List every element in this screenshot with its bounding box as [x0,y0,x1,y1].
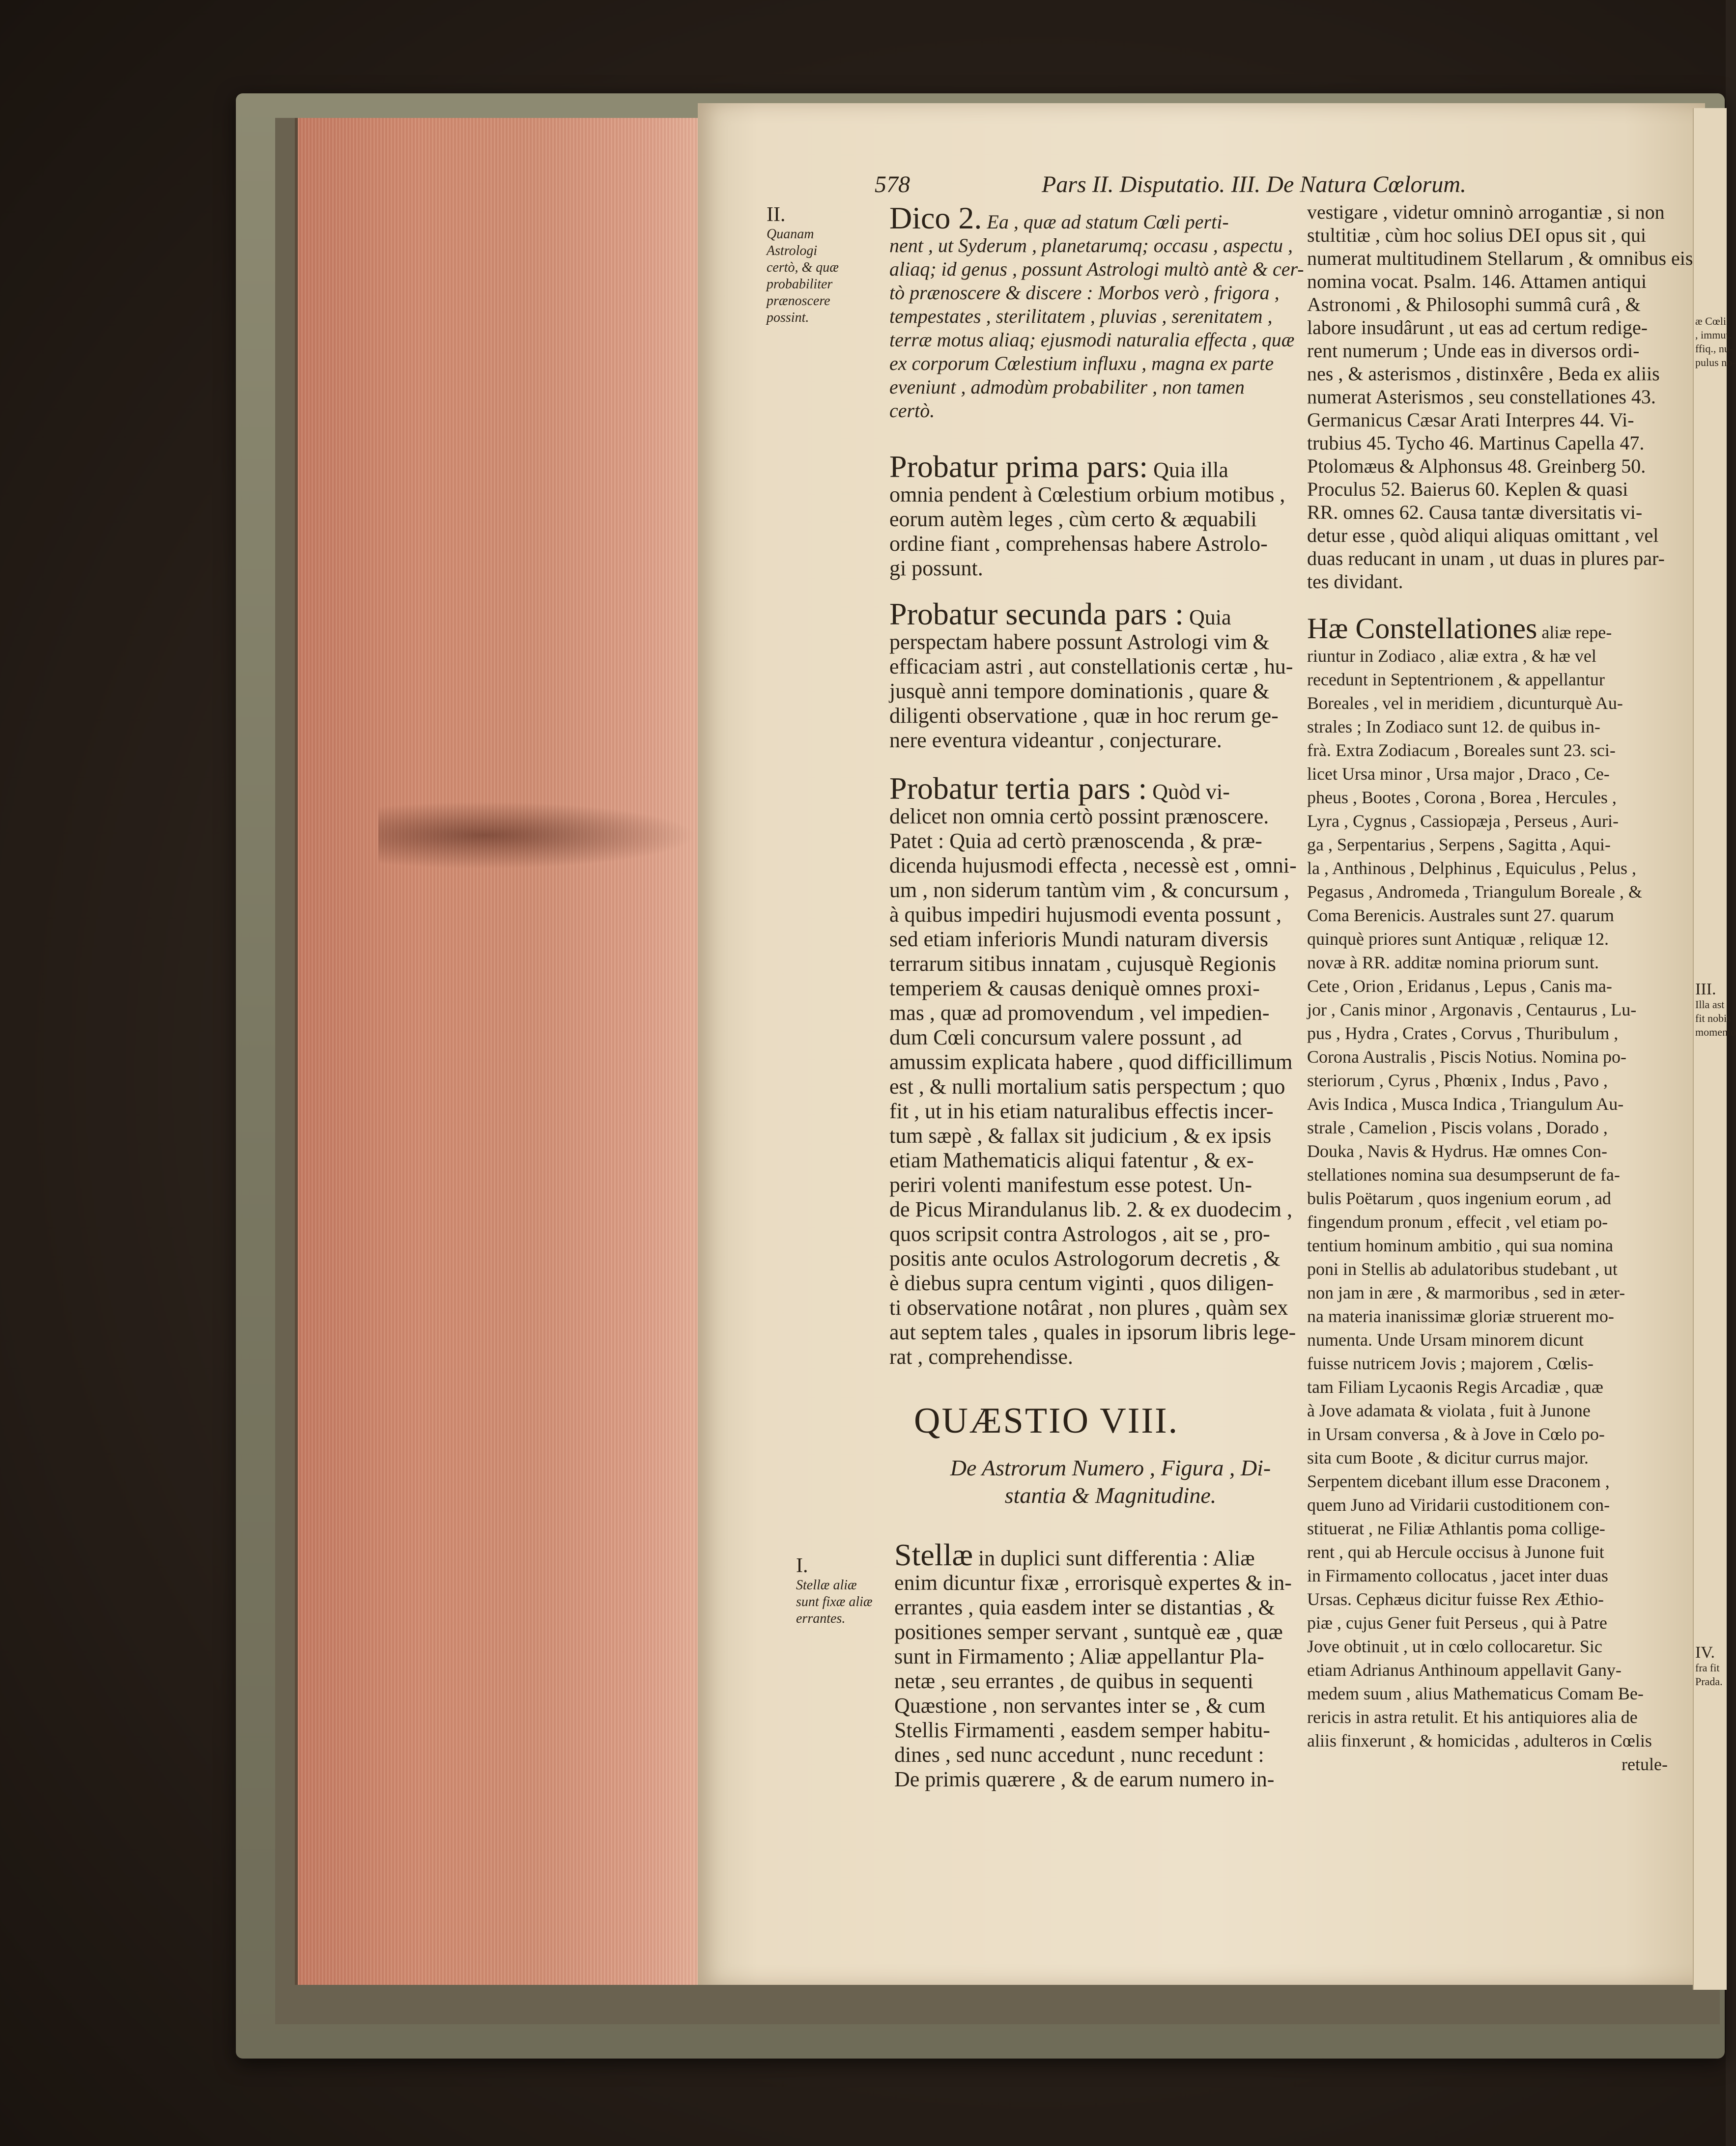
text-line: Germanicus Cæsar Arati Interpres 44. Vi- [1307,409,1634,431]
text-line: um , non siderum tantùm vim , & concursum , [889,878,1289,902]
strip-line: fit nobis [1695,1012,1731,1024]
text-line: Avis Indica , Musca Indica , Triangulum Au- [1307,1094,1624,1114]
text-line: pus , Hydra , Crates , Corvus , Thuribulum , [1307,1023,1619,1043]
text-line: licet Ursa minor , Ursa major , Draco , Ce- [1307,764,1610,784]
prima-lead: Probatur prima pars: [889,449,1148,484]
margin-note-line: possint. [767,310,809,325]
margin-note-i [796,1554,873,1627]
strip-line: æ Cœli [1695,315,1726,327]
text-line: piæ , cujus Gener fuit Perseus , qui à Patre [1307,1613,1607,1633]
quaestio-title: QUÆSTIO VIII. [914,1401,1179,1441]
text-line: stituerat , ne Filiæ Athlantis poma collige- [1307,1519,1605,1538]
text-line: aliaq; id genus , possunt Astrologi multò antè & cer- [889,258,1304,280]
text-line: rericis in astra retulit. Et his antiquiores alia de [1307,1707,1638,1727]
margin-note-line: Astrologi [767,243,818,258]
dico-lead: Dico 2. [889,200,982,235]
next-page-text-top [1695,314,1736,369]
strip-line: Illa ast [1695,998,1725,1011]
text-line: Jove obtinuit , ut in cœlo collocaretur. Sic [1307,1637,1602,1656]
text-line: omnia pendent à Cœlestium orbium motibus , [889,482,1285,507]
text-line: numenta. Unde Ursam minorem dicunt [1307,1330,1584,1350]
text-line: diligenti observatione , quæ in hoc rerum ge- [889,704,1279,728]
text-line: Serpentem dicebant illum esse Draconem , [1307,1471,1610,1491]
text-line: frà. Extra Zodiacum , Boreales sunt 23. sci- [1307,740,1616,760]
text-line: quinquè priores sunt Antiquæ , reliquæ 12. [1307,929,1609,949]
right-column-top [1307,200,1693,593]
text-line: delicet non omnia certò possint prænoscere. [889,804,1269,828]
text-line: rent numerum ; Unde eas in diversos ordi- [1307,339,1640,362]
text-line: strales ; In Zodiaco sunt 12. de quibus in- [1307,717,1600,736]
text-line: sunt in Firmamento ; Aliæ appellantur Pla- [894,1644,1264,1668]
text-line: Boreales , vel in meridiem , dicunturquè Au- [1307,693,1623,713]
text-line: stultitiæ , cùm hoc solius DEI opus sit , qui [1307,224,1647,246]
running-head: Pars II. Disputatio. III. De Natura Cœlorum. [1042,171,1466,198]
text-line: dines , sed nunc accedunt , nunc recedunt : [894,1743,1264,1767]
next-page-text-iv [1695,1643,1723,1689]
text-line: labore insudârunt , ut eas ad certum redige- [1307,316,1648,339]
quaestio-subtitle [924,1454,1297,1509]
text-line: temperiem & causas deniquè omnes proxi- [889,976,1260,1000]
text-line: eveniunt , admodùm probabiliter , non tamen [889,376,1245,398]
text-line: enim dicuntur fixæ , errorisquè expertes & in- [894,1571,1292,1595]
text-line: ex corporum Cœlestium influxu , magna ex parte [889,352,1274,374]
subtitle-line: stantia & Magnitudine. [1004,1483,1217,1508]
text-line: de Picus Mirandulanus lib. 2. & ex duodecim , [889,1197,1292,1221]
text-line: poni in Stellis ab adulatoribus studebant , ut [1307,1259,1618,1279]
text-line: tam Filiam Lycaonis Regis Arcadiæ , quæ [1307,1377,1603,1397]
page-number: 578 [875,171,910,198]
margin-note-line: probabiliter [767,277,833,292]
text-line: eorum autèm leges , cùm certo & æquabili [889,507,1257,531]
text-line: jor , Canis minor , Argonavis , Centaurus , Lu- [1307,1000,1637,1019]
text-line: tò prænoscere & discere : Morbos verò , frigora , [889,282,1280,304]
text-line: duas reducant in unam , ut duas in plures par- [1307,547,1665,569]
text-line: in Ursam conversa , & à Jove in Cœlo po- [1307,1424,1605,1444]
subtitle-line: De Astrorum Numero , Figura , Di- [950,1455,1271,1480]
text-line: jusquè anni tempore dominationis , quare & [889,679,1270,703]
text-line: gi possunt. [889,556,983,580]
text-line: RR. omnes 62. Causa tantæ diversitatis vi- [1307,501,1643,523]
text-line: Ptolomæus & Alphonsus 48. Greinberg 50. [1307,455,1646,477]
stellae-lead: Stellæ [894,1537,973,1572]
text-line: bulis Poëtarum , quos ingenium eorum , ad [1307,1188,1611,1208]
text-line: Quia [1189,605,1231,629]
text-line: riuntur in Zodiaco , aliæ extra , & hæ vel [1307,646,1596,666]
text-line: errantes , quia easdem inter se distantias , & [894,1595,1275,1619]
text-line: Douka , Navis & Hydrus. Hæ omnes Con- [1307,1141,1607,1161]
stellae-paragraph [894,1537,1292,1792]
text-line: quos scripsit contra Astrologos , ait se , pro- [889,1222,1270,1246]
text-line: novæ à RR. additæ nomina priorum sunt. [1307,953,1599,972]
hae-lead: Hæ Constellationes [1307,612,1537,645]
text-line: nomina vocat. Psalm. 146. Attamen antiqui [1307,270,1647,292]
text-line: Lyra , Cygnus , Cassiopæja , Perseus , Auri- [1307,811,1619,831]
text-line: in duplici sunt differentia : Aliæ [978,1546,1255,1570]
text-line: Stellis Firmamenti , easdem semper habitu- [894,1718,1270,1742]
text-line: dum Cœli concursum valere possunt , ad [889,1025,1242,1049]
text-line: De primis quærere , & de earum numero in- [894,1767,1275,1791]
text-line: Astronomi , & Philosophi summâ curâ , & [1307,293,1641,315]
text-line: detur esse , quòd aliqui aliquas omittant , vel [1307,524,1659,546]
text-line: etiam Mathematicis aliqui fatentur , & ex- [889,1148,1254,1172]
text-line: terræ motus aliaq; ejusmodi naturalia effecta , quæ [889,329,1295,351]
text-line: fingendum pronum , effecit , vel etiam po- [1307,1212,1608,1232]
text-line: nere eventura videantur , conjecturare. [889,728,1222,752]
text-line: trubius 45. Tycho 46. Martinus Capella 47. [1307,432,1645,454]
margin-note-line: certò, & quæ [767,260,839,275]
text-line: à quibus impediri hujusmodi eventa possunt , [889,903,1282,927]
page-edges [295,118,706,1985]
text-line: perspectam habere possunt Astrologi vim & [889,630,1270,654]
text-line: tes dividant. [1307,570,1403,593]
prima-paragraph [889,449,1285,581]
margin-note-line: prænoscere [767,293,830,309]
text-line: Corona Australis , Piscis Notius. Nomina po- [1307,1047,1626,1067]
text-line: sita cum Boote , & dicitur currus major. [1307,1448,1589,1468]
strip-line: Prada. [1695,1675,1723,1688]
strip-line: III. [1695,980,1716,998]
margin-note-line: Quanam [767,226,814,242]
strip-line: pulus no- [1695,356,1736,368]
text-line: terrarum sitibus innatam , cujusquè Regionis [889,952,1276,976]
text-line: tempestates , sterilitatem , pluvias , serenitatem , [889,305,1273,327]
text-line: è diebus supra centum viginti , quos diligen- [889,1271,1274,1295]
strip-line: IV. [1695,1643,1715,1662]
margin-note-number: II. [767,203,786,226]
text-line: etiam Adrianus Anthinoum appellavit Gany- [1307,1660,1622,1680]
text-line: amussim explicata habere , quod difficillimum [889,1050,1293,1074]
text-line: la , Anthinous , Delphinus , Equiculus , Pelus , [1307,858,1636,878]
text-line: recedunt in Septentrionem , & appellantur [1307,670,1605,689]
strip-line: ffiq., nu- [1695,342,1734,355]
text-line: Ursas. Cephæus dicitur fuisse Rex Æthio- [1307,1589,1604,1609]
text-line: Pegasus , Andromeda , Triangulum Boreale , & [1307,882,1642,902]
secunda-paragraph [889,596,1293,753]
text-line: vestigare , videtur omninò arrogantiæ , si non [1307,201,1665,223]
constellations-paragraph [1307,612,1668,1776]
text-line: mas , quæ ad promovendum , vel impedien- [889,1001,1270,1025]
text-line: Ea , quæ ad statum Cœli perti- [987,211,1229,233]
strip-line: , immut. [1695,329,1732,341]
text-line: Proculus 52. Baierus 60. Keplen & quasi [1307,478,1628,500]
strip-line: fra fit [1695,1662,1720,1674]
catchword: retule- [1622,1754,1668,1774]
text-line: est , & nulli mortalium satis perspectum ; quo [889,1074,1285,1099]
text-line: aut septem tales , quales in ipsorum libris lege- [889,1320,1296,1344]
tertia-paragraph [889,771,1297,1369]
dico-paragraph [889,200,1304,423]
text-line: ti observatione notârat , non plures , quàm sex [889,1296,1288,1320]
text-line: strale , Camelion , Piscis volans , Dorado , [1307,1118,1608,1137]
text-line: ga , Serpentarius , Serpens , Sagitta , Aqui- [1307,835,1611,854]
text-line: sed etiam inferioris Mundi naturam diversis [889,927,1269,951]
text-line: nes , & asterismos , distinxêre , Beda ex aliis [1307,363,1660,385]
next-page-text-iii [1695,980,1736,1039]
text-line: Quæstione , non servantes inter se , & cum [894,1694,1266,1718]
next-page-edge [1693,108,1727,1990]
margin-note-line: Stellæ aliæ [796,1578,857,1593]
margin-note-number: I. [796,1554,808,1577]
text-line: Quòd vi- [1152,780,1230,804]
text-line: numerat Asterismos , seu constellationes 43. [1307,386,1656,408]
text-line: Coma Berenicis. Australes sunt 27. quarum [1307,905,1614,925]
text-line: pheus , Bootes , Corona , Borea , Hercules , [1307,788,1617,807]
tertia-lead: Probatur tertia pars : [889,771,1147,806]
text-line: tum sæpè , & fallax sit judicium , & ex ipsis [889,1124,1272,1148]
text-line: rent , qui ab Hercule occisus à Junone fuit [1307,1542,1604,1562]
text-line: aliæ repe- [1541,622,1612,642]
text-line: ordine fiant , comprehensas habere Astrolo- [889,532,1268,556]
text-line: steriorum , Cyrus , Phœnix , Indus , Pavo , [1307,1071,1608,1090]
text-line: non jam in ære , & marmoribus , sed in æter- [1307,1283,1625,1302]
text-line: fuisse nutricem Jovis ; majorem , Cœlis- [1307,1354,1594,1373]
text-line: dicenda hujusmodi effecta , necessè est , omni- [889,853,1297,877]
text-line: positiones semper servant , suntquè eæ , quæ [894,1620,1283,1644]
margin-note-line: errantes. [796,1611,846,1626]
text-line: Quia illa [1153,458,1228,482]
text-line: nent , ut Syderum , planetarumq; occasu , aspectu , [889,234,1293,256]
text-line: Cete , Orion , Eridanus , Lepus , Canis ma- [1307,976,1612,996]
text-line: positis ante oculos Astrologorum decretis , & [889,1246,1281,1271]
text-line: efficaciam astri , aut constellationis certæ , hu- [889,654,1293,678]
margin-note-line: sunt fixæ aliæ [796,1594,873,1610]
text-line: na materia inanissimæ gloriæ struerent mo- [1307,1306,1614,1326]
text-line: numerat multitudinem Stellarum , & omnibus eis [1307,247,1693,269]
text-line: à Jove adamata & violata , fuit à Junone [1307,1401,1591,1420]
text-line: certò. [889,399,935,422]
text-line: periri volenti manifestum esse potest. Un- [889,1173,1252,1197]
text-line: tentium hominum ambitio , qui sua nomina [1307,1236,1613,1255]
strip-line: momento [1695,1026,1736,1038]
text-line: stellationes nomina sua desumpserunt de fa- [1307,1165,1620,1185]
secunda-lead: Probatur secunda pars : [889,596,1184,631]
edge-stain [378,796,732,875]
text-line: aliis finxerunt , & homicidas , adulteros in Cœlis [1307,1731,1652,1751]
text-line: netæ , seu errantes , de quibus in sequenti [894,1669,1253,1693]
text-line: fit , ut in his etiam naturalibus effectis incer- [889,1099,1274,1123]
text-line: quem Juno ad Viridarii custoditionem con- [1307,1495,1610,1515]
text-line: in Firmamento collocatus , jacet inter duas [1307,1566,1608,1585]
margin-note-ii [767,203,839,326]
text-line: medem suum , alius Mathematicus Comam Be- [1307,1684,1644,1703]
text-line: rat , comprehendisse. [889,1345,1073,1369]
text-line: Patet : Quia ad certò prænoscenda , & præ- [889,829,1262,853]
